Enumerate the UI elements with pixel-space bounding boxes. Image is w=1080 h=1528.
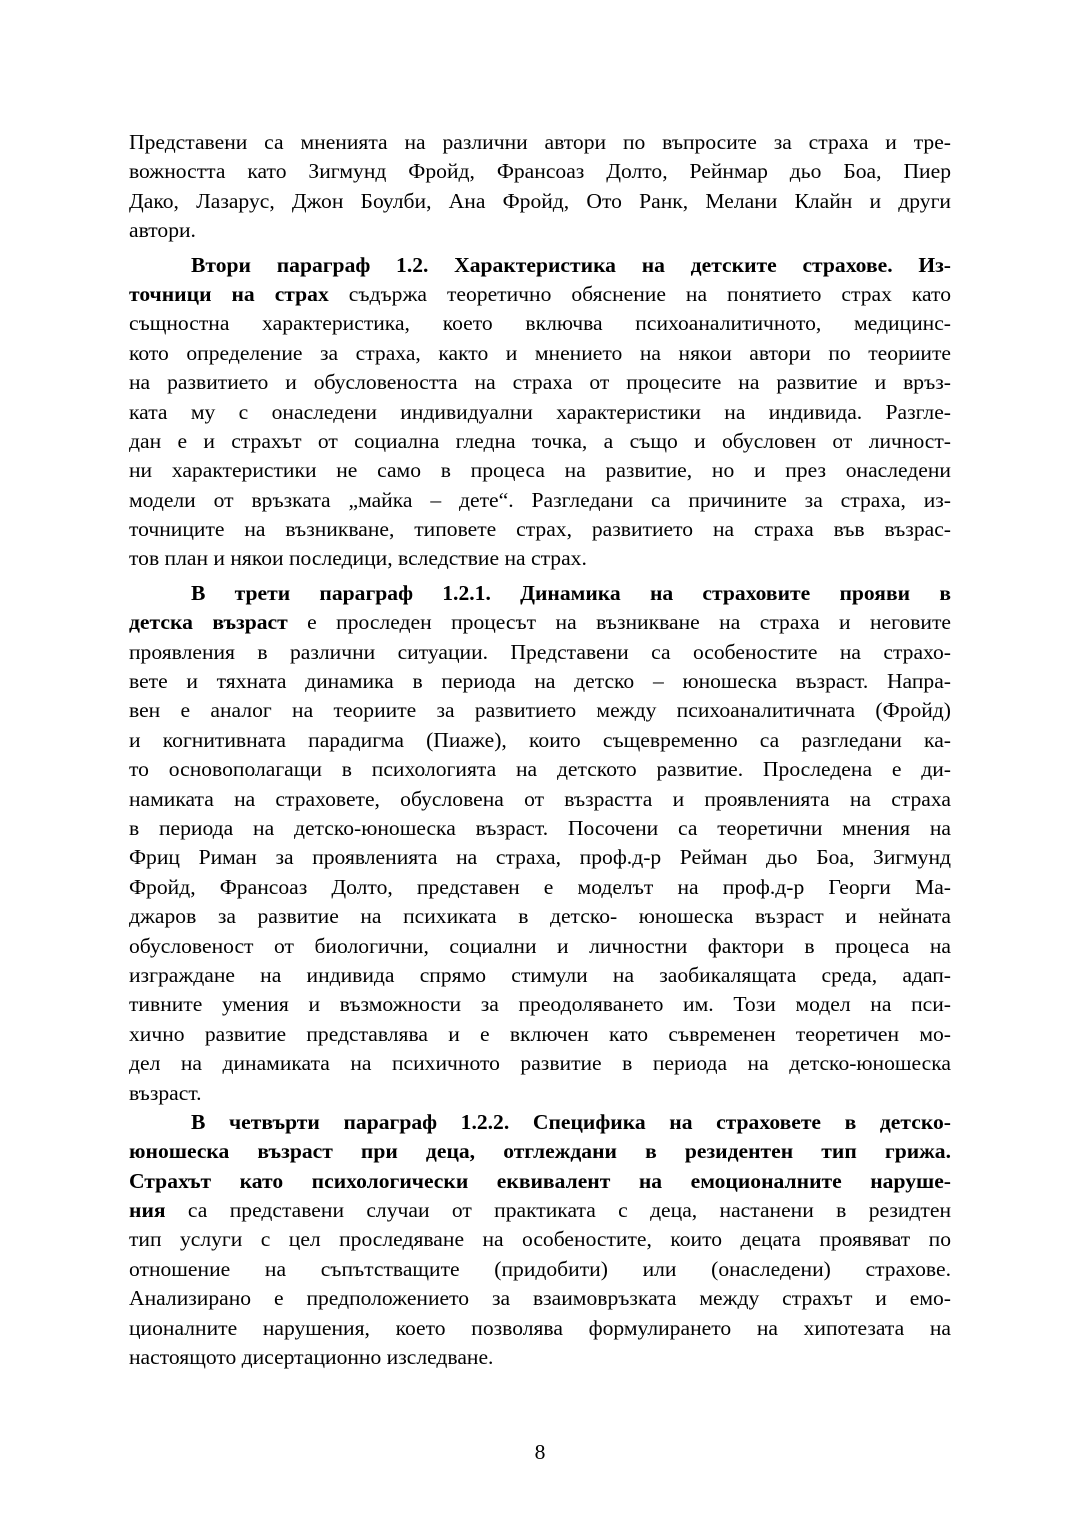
text-run: тип услуги с цел проследяване на особеностите, които децата проявяват по bbox=[129, 1227, 951, 1252]
text-run: са представени случаи от практиката с деца, настанени в резидтен bbox=[165, 1198, 951, 1223]
text-line bbox=[129, 309, 951, 338]
text-run: хично развитие представлява и е включен като съвременен теоретичен мо- bbox=[129, 1021, 951, 1046]
paragraph bbox=[129, 579, 951, 1108]
text-line bbox=[129, 667, 951, 696]
bold-heading-run: точници на страх bbox=[129, 281, 329, 306]
text-line bbox=[129, 427, 951, 456]
text-run: дан е и страхът от социална гледна точка, а също и обусловен от личност- bbox=[129, 428, 951, 453]
text-line bbox=[129, 608, 951, 637]
text-line bbox=[129, 339, 951, 368]
text-line bbox=[129, 456, 951, 485]
text-line bbox=[129, 961, 951, 990]
text-line bbox=[129, 216, 951, 245]
text-line bbox=[129, 814, 951, 843]
text-line bbox=[129, 1137, 951, 1166]
text-run: Представени са мненията на различни автори по въпросите за страха и тре- bbox=[129, 130, 951, 154]
bold-heading-run: Втори параграф 1.2. Характеристика на детските страхове. Из- bbox=[191, 252, 951, 277]
paragraph bbox=[129, 1108, 951, 1373]
text-run: същностна характеристика, което включва психоаналитичното, медицинс- bbox=[129, 311, 951, 336]
text-run: автори. bbox=[129, 218, 196, 243]
text-run: вен е аналог на теориите за развитието между психоаналитичната (Фройд) bbox=[129, 698, 951, 723]
text-run: намиката на страховете, обусловена от възрастта и проявленията на страха bbox=[129, 786, 951, 811]
text-line bbox=[129, 1225, 951, 1254]
text-line bbox=[129, 932, 951, 961]
text-line bbox=[129, 1108, 951, 1137]
text-line bbox=[129, 579, 951, 608]
text-run: и когнитивната парадигма (Пиаже), които същевременно са разгледани ка- bbox=[129, 727, 951, 752]
text-line bbox=[129, 1343, 951, 1372]
bold-heading-run: юношеска възраст при деца, отглеждани в резидентен тип грижа. bbox=[129, 1139, 951, 1164]
text-run: ни характеристики не само в процеса на развитие, но и през онаследени bbox=[129, 458, 951, 483]
bold-heading-run: В четвърти параграф 1.2.2. Специфика на страховете в детско- bbox=[191, 1109, 951, 1134]
text-line bbox=[129, 128, 951, 157]
text-line bbox=[129, 785, 951, 814]
text-line bbox=[129, 486, 951, 515]
text-line bbox=[129, 1196, 951, 1225]
text-run: ционалните нарушения, което позволява формулирането на хипотезата на bbox=[129, 1315, 951, 1340]
text-run: Дако, Лазарус, Джон Боулби, Ана Фройд, Ото Ранк, Мелани Клайн и други bbox=[129, 188, 951, 213]
text-line bbox=[129, 1284, 951, 1313]
text-line bbox=[129, 1079, 951, 1108]
text-line bbox=[129, 873, 951, 902]
text-run: обусловеност от биологични, социални и личностни фактори в процеса на bbox=[129, 933, 951, 958]
text-line bbox=[129, 515, 951, 544]
text-line bbox=[129, 1020, 951, 1049]
text-line bbox=[129, 1314, 951, 1343]
text-run: джаров за развитие на психиката в детско- юношеска възраст и нейната bbox=[129, 904, 951, 929]
text-line bbox=[129, 368, 951, 397]
text-run: проявления в различни ситуации. Представени са особеностите на страхо- bbox=[129, 639, 951, 664]
text-run: възраст. bbox=[129, 1080, 202, 1105]
text-line bbox=[129, 157, 951, 186]
text-run: то основополагащи в психологията на детското развитие. Проследена е ди- bbox=[129, 757, 951, 782]
bold-heading-run: детска възраст bbox=[129, 610, 288, 635]
text-run: вете и тяхната динамика в периода на детско – юношеска възраст. Напра- bbox=[129, 669, 951, 694]
bold-heading-run: ния bbox=[129, 1198, 166, 1223]
text-run: съдържа теоретично обяснение на понятието страх като bbox=[328, 281, 951, 306]
text-line bbox=[129, 251, 951, 280]
text-run: Фриц Риман за проявленията на страха, проф.д-р Рейман дьо Боа, Зигмунд bbox=[129, 845, 951, 870]
text-run: вожността като Зигмунд Фройд, Франсоаз Долто, Рейнмар дьо Боа, Пиер bbox=[129, 159, 951, 184]
text-run: е проследен процесът на възникване на страха и неговите bbox=[287, 610, 951, 635]
text-run: изграждане на индивида спрямо стимули на заобикалящата среда, адап- bbox=[129, 962, 951, 987]
text-line bbox=[129, 696, 951, 725]
bold-heading-run: В трети параграф 1.2.1. Динамика на страховите прояви в bbox=[191, 580, 951, 605]
text-run: тов план и някои последици, вследствие на страх. bbox=[129, 546, 587, 571]
text-run: ката му с онаследени индивидуални характеристики на индивида. Разгле- bbox=[129, 399, 951, 424]
text-line bbox=[129, 1167, 951, 1196]
document-body bbox=[129, 128, 951, 1372]
text-run: дел на динамиката на психичното развитие в периода на детско-юношеска bbox=[129, 1051, 951, 1076]
text-run: на развитието и обусловеността на страха от процесите на развитие и връз- bbox=[129, 370, 951, 395]
text-line bbox=[129, 843, 951, 872]
text-run: настоящото дисертационно изследване. bbox=[129, 1345, 494, 1370]
text-line bbox=[129, 902, 951, 931]
text-run: отношение на съпътстващите (придобити) или (онаследени) страхове. bbox=[129, 1256, 951, 1281]
paragraph bbox=[129, 251, 951, 574]
text-line bbox=[129, 1255, 951, 1284]
text-line bbox=[129, 280, 951, 309]
text-line bbox=[129, 544, 951, 573]
text-line bbox=[129, 1049, 951, 1078]
text-run: тивните умения и възможности за преодоляването им. Този модел на пси- bbox=[129, 992, 951, 1017]
text-line bbox=[129, 398, 951, 427]
text-line bbox=[129, 755, 951, 784]
text-run: Анализирано е предположението за взаимовръзката между страхът и емо- bbox=[129, 1286, 951, 1311]
text-run: кото определение за страха, както и мнението на някои автори по теориите bbox=[129, 340, 951, 365]
text-line bbox=[129, 187, 951, 216]
text-run: Фройд, Франсоаз Долто, представен е моделът на проф.д-р Георги Ма- bbox=[129, 874, 951, 899]
text-line bbox=[129, 638, 951, 667]
page-number: 8 bbox=[534, 1440, 546, 1464]
text-run: в периода на детско-юношеска възраст. Посочени са теоретични мнения на bbox=[129, 815, 951, 840]
text-run: модели от връзката „майка – дете“. Разгледани са причините за страха, из- bbox=[129, 487, 951, 512]
paragraph bbox=[129, 128, 951, 246]
bold-heading-run: Страхът като психологически еквивалент на емоционалните наруше- bbox=[129, 1168, 951, 1193]
text-line bbox=[129, 990, 951, 1019]
text-line bbox=[129, 726, 951, 755]
text-run: точниците на възникване, типовете страх, развитието на страха във възрас- bbox=[129, 517, 951, 542]
